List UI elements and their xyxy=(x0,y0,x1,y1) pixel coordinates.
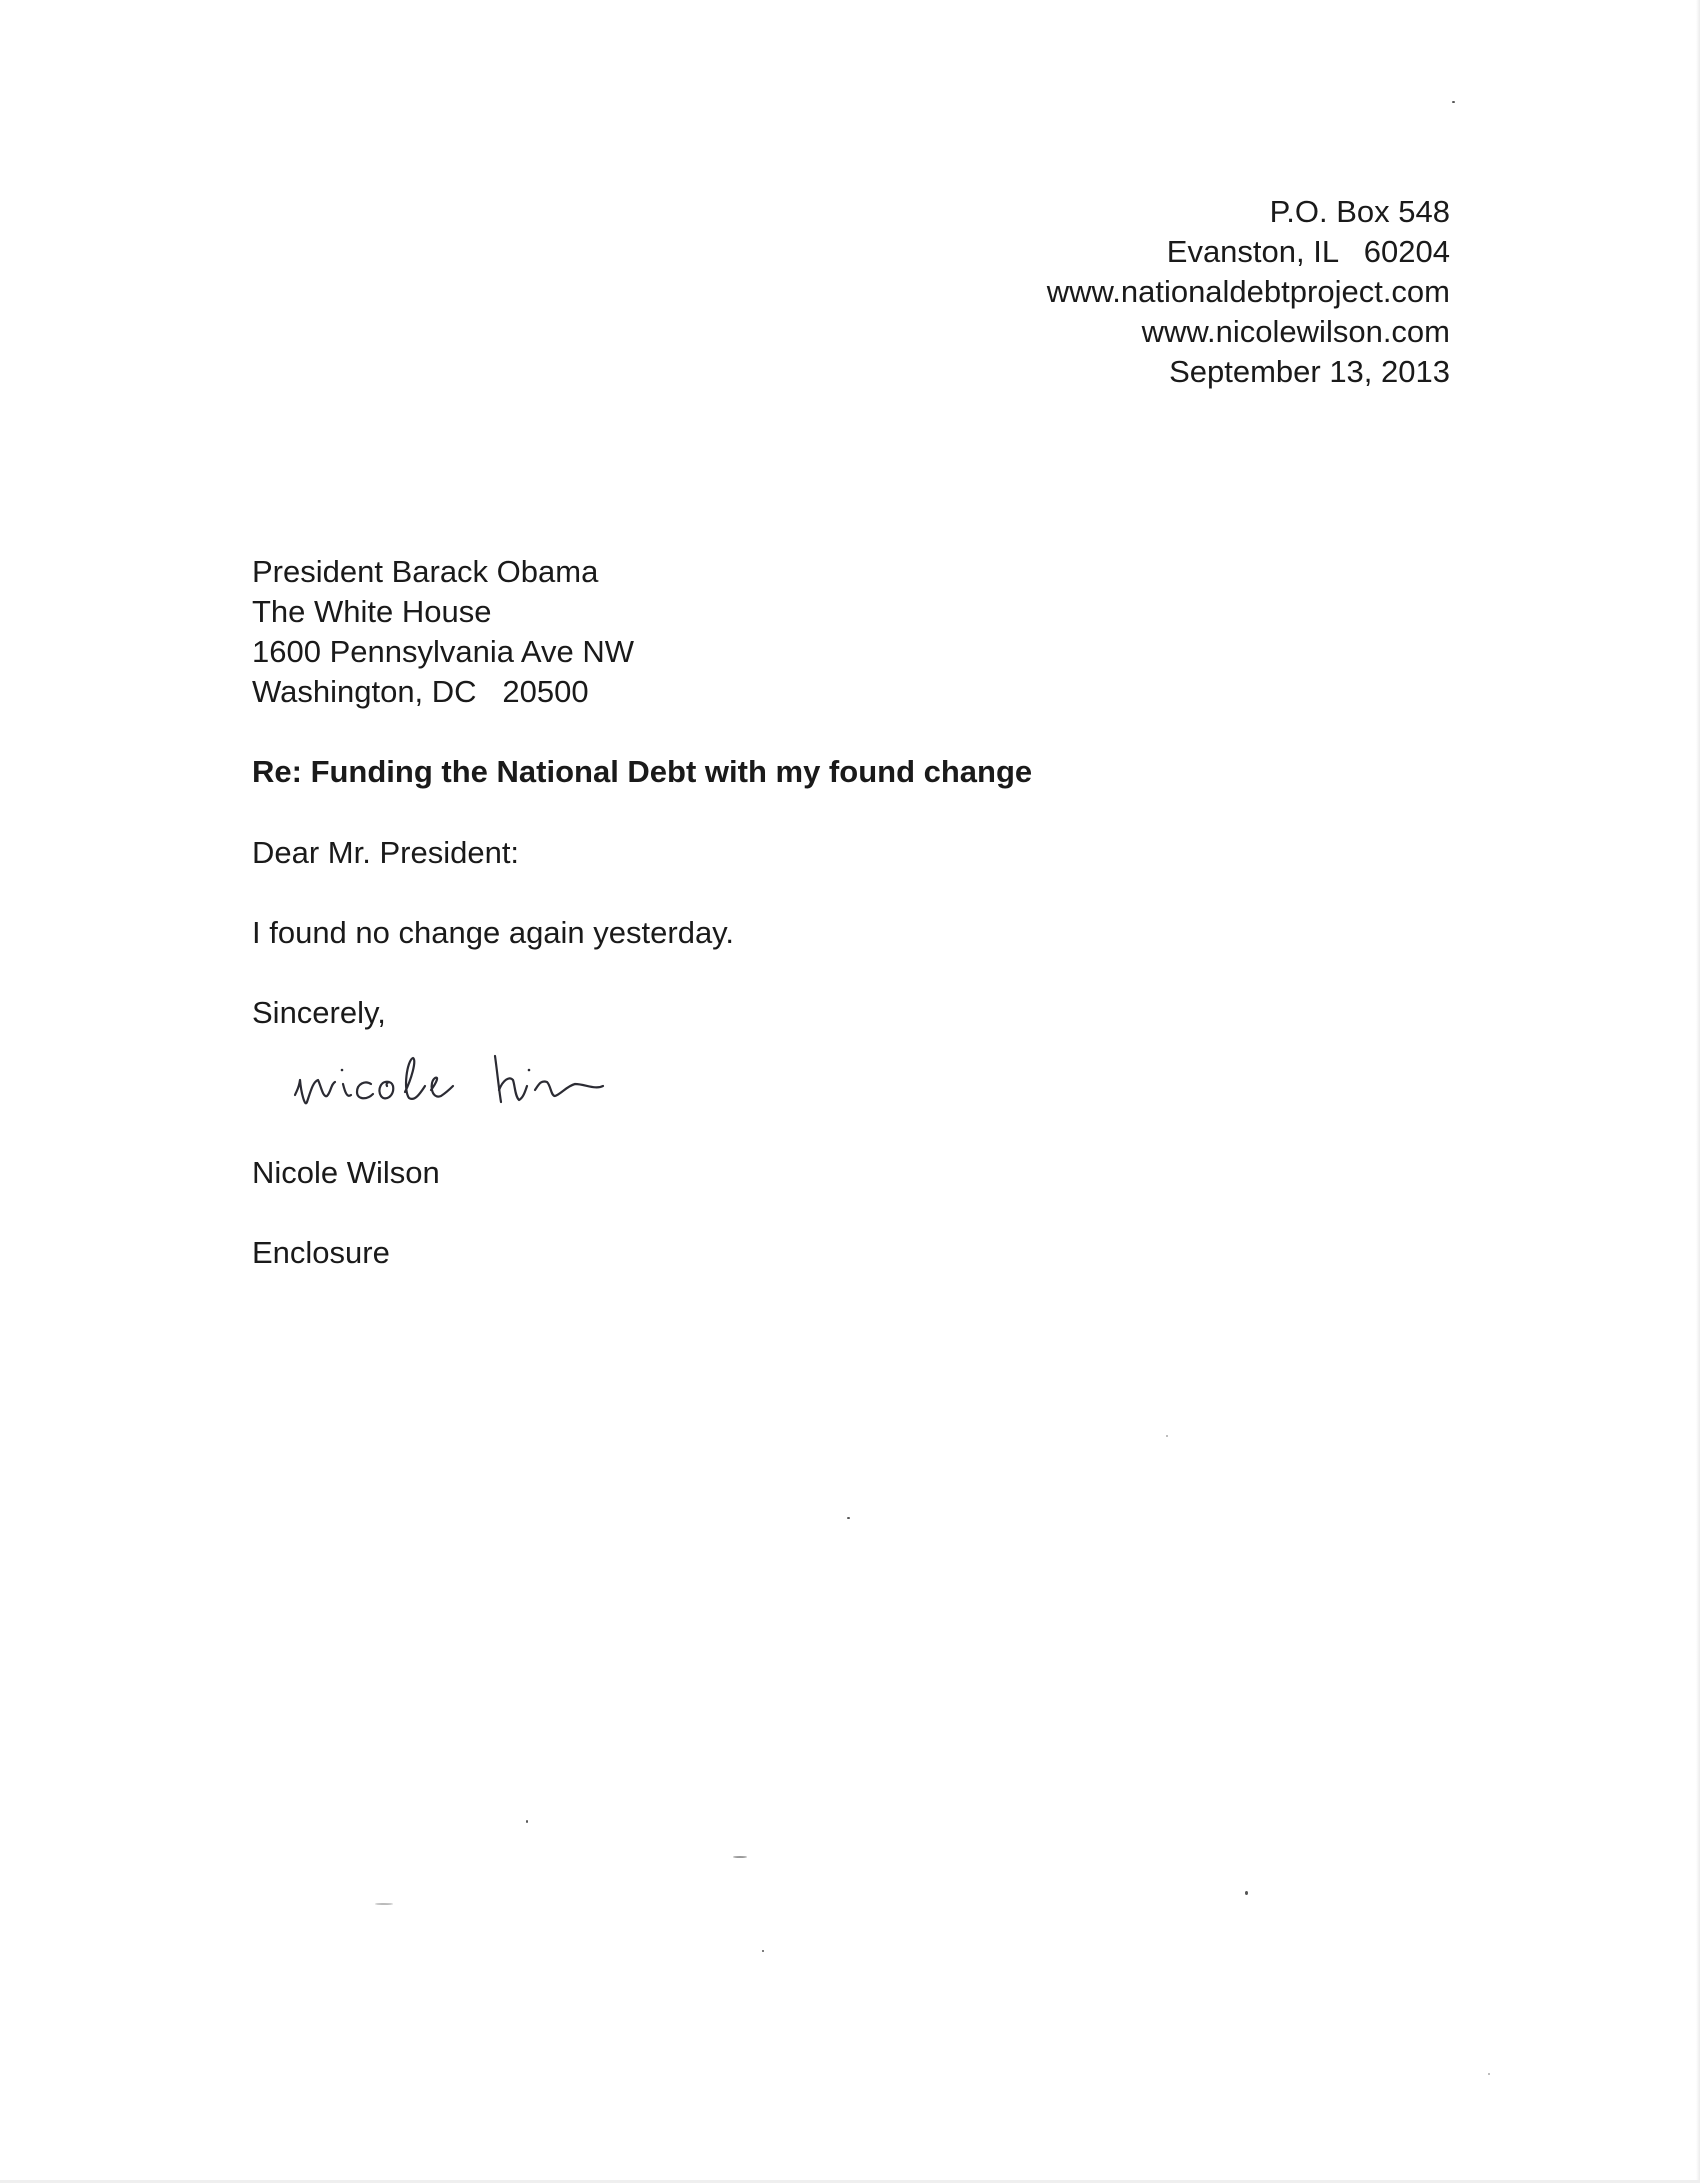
sender-website-national-debt: www.nationaldebtproject.com xyxy=(1046,274,1450,309)
scan-edge-right xyxy=(1696,0,1700,2183)
signer-name: Nicole Wilson xyxy=(252,1155,440,1190)
scan-speck xyxy=(375,1903,393,1905)
scan-speck xyxy=(1245,1891,1248,1895)
scan-speck xyxy=(526,1820,528,1823)
recipient-city-state-zip: Washington, DC 20500 xyxy=(252,674,589,709)
enclosure-note: Enclosure xyxy=(252,1235,390,1270)
scan-speck xyxy=(733,1856,747,1858)
recipient-name: President Barack Obama xyxy=(252,554,599,589)
subject-line: Re: Funding the National Debt with my found change xyxy=(252,754,1033,789)
sender-website-personal: www.nicolewilson.com xyxy=(1141,314,1450,349)
sender-city-state-zip: Evanston, IL 60204 xyxy=(1166,234,1450,269)
letter-body: I found no change again yesterday. xyxy=(252,915,734,950)
recipient-address-block xyxy=(252,552,634,712)
scan-speck xyxy=(1488,2073,1490,2075)
scan-speck xyxy=(1452,101,1455,103)
recipient-street: 1600 Pennsylvania Ave NW xyxy=(252,634,634,669)
scan-speck xyxy=(847,1517,850,1519)
scan-speck xyxy=(762,1950,764,1952)
closing: Sincerely, xyxy=(252,995,386,1030)
scan-speck xyxy=(1166,1435,1168,1437)
handwritten-signature xyxy=(285,1020,665,1130)
letter-date: September 13, 2013 xyxy=(1169,354,1450,389)
recipient-organization: The White House xyxy=(252,594,492,629)
sender-po-box: P.O. Box 548 xyxy=(1269,194,1450,229)
sender-address-block xyxy=(1047,192,1450,392)
salutation: Dear Mr. President: xyxy=(252,835,520,870)
